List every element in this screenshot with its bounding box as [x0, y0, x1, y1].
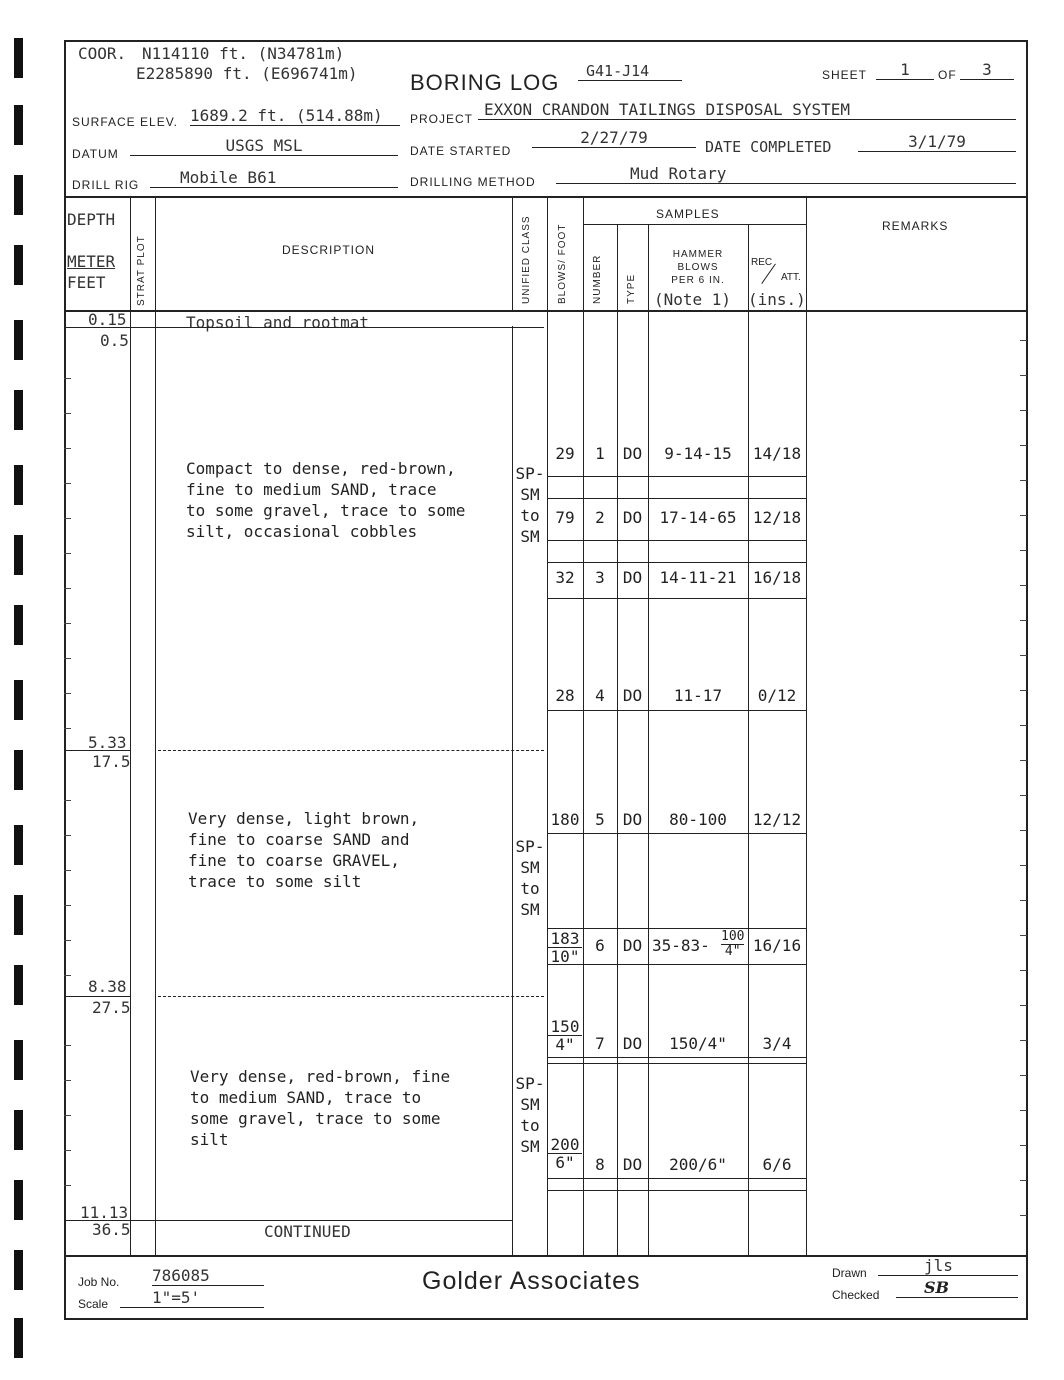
scale-tick	[1020, 550, 1027, 551]
binder-bar	[14, 175, 23, 215]
sheet-of-label: OF	[938, 68, 957, 82]
scale-tick	[64, 413, 71, 414]
stratum-description: Compact to dense, red-brown, fine to medium SAND, trace to some gravel, trace to some silt, occasional cobbles	[186, 459, 466, 541]
sample-blows: 150	[548, 1018, 582, 1036]
sample-blows-fraction	[548, 1136, 582, 1171]
date-started-label: DATE STARTED	[410, 144, 512, 158]
rule	[547, 1190, 806, 1191]
rule	[806, 196, 807, 1256]
sample-blows-distance: 6"	[555, 1153, 575, 1172]
sample-blows: 28	[555, 686, 575, 705]
scale-tick	[1020, 725, 1027, 726]
scale-tick	[1020, 515, 1027, 516]
scale-tick	[1020, 760, 1027, 761]
coord-east: E2285890 ft. (E696741m)	[136, 64, 358, 83]
sample-blows-distance: 10"	[550, 947, 580, 966]
rule	[547, 562, 806, 563]
rule	[583, 196, 584, 1256]
depth-feet: 0.5	[100, 331, 129, 350]
sample-type: DO	[622, 1155, 643, 1174]
sample-number: 1	[595, 444, 605, 463]
sample-number: 4	[595, 686, 605, 705]
sample-blows: 180	[550, 810, 580, 829]
drawn-label: Drawn	[832, 1266, 867, 1280]
checked-by-initials: SB	[896, 1278, 1018, 1298]
binder-bar	[14, 320, 23, 360]
col-remarks: REMARKS	[882, 219, 949, 233]
col-strat-plot: STRAT PLOT	[136, 235, 147, 306]
datum-label: DATUM	[72, 147, 119, 161]
stratum-boundary-dashed	[158, 996, 544, 997]
sample-hammer-fraction	[721, 930, 744, 959]
company-name: Golder Associates	[422, 1267, 641, 1295]
rule	[64, 196, 1028, 198]
scale-tick	[64, 975, 71, 976]
drill-rig: Mobile B61	[150, 168, 398, 188]
scale-tick	[64, 518, 71, 519]
date-completed-label: DATE COMPLETED	[705, 138, 832, 156]
rule	[547, 964, 806, 965]
scale-tick	[1020, 900, 1027, 901]
scale-tick	[1020, 655, 1027, 656]
sample-hammer-blows: 11-17	[673, 686, 723, 705]
scale-tick	[1020, 795, 1027, 796]
sample-hammer-blows: 9-14-15	[664, 444, 732, 463]
surface-elevation: 1689.2 ft. (514.88m)	[190, 106, 400, 126]
binder-bar	[14, 245, 23, 285]
binder-bar	[14, 1180, 23, 1220]
scale-tick	[1020, 830, 1027, 831]
hammer-fraction-top: 100	[721, 929, 745, 944]
rule	[748, 224, 749, 1256]
binder-bar	[14, 1250, 23, 1290]
sample-blows: 200	[548, 1136, 582, 1154]
sample-blows: 29	[555, 444, 575, 463]
col-type: TYPE	[626, 273, 637, 304]
scale-tick	[1020, 375, 1027, 376]
unified-class: SP- SM to SM	[515, 1074, 545, 1156]
sample-type: DO	[622, 810, 643, 829]
sample-type: DO	[622, 508, 643, 527]
rule	[64, 310, 1028, 312]
sample-hammer-blows: 150/4"	[669, 1034, 727, 1053]
sample-type: DO	[622, 1034, 643, 1053]
scale-tick	[1020, 585, 1027, 586]
sample-type: DO	[622, 568, 643, 587]
sample-hammer-blows: 14-11-21	[659, 568, 737, 587]
scale-tick	[64, 835, 71, 836]
stratum-boundary	[64, 750, 130, 751]
scale-tick	[1020, 935, 1027, 936]
rule	[547, 1178, 806, 1179]
scale-tick	[1020, 970, 1027, 971]
col-hammer-line2: BLOWS	[677, 262, 719, 273]
scale-tick	[1020, 480, 1027, 481]
rule	[130, 196, 131, 1256]
scale-tick	[64, 588, 71, 589]
binder-bar	[14, 1318, 23, 1358]
rule	[547, 476, 806, 477]
project-label: PROJECT	[410, 112, 474, 126]
col-number: NUMBER	[592, 254, 603, 304]
rule	[547, 710, 806, 711]
document-title: BORING LOG	[410, 70, 560, 95]
sample-blows: 32	[555, 568, 575, 587]
sample-recovery: 16/18	[752, 568, 802, 587]
scale-tick	[64, 800, 71, 801]
checked-label: Checked	[832, 1288, 880, 1302]
scale-tick	[1020, 1180, 1027, 1181]
sample-hammer-blows: 17-14-65	[659, 508, 737, 527]
unified-class: SP- SM to SM	[515, 837, 545, 919]
stratum-boundary	[64, 1220, 512, 1221]
sample-blows-fraction	[548, 930, 582, 965]
col-feet: FEET	[67, 273, 106, 292]
binder-bar	[14, 390, 23, 430]
rule	[512, 196, 513, 310]
binder-bar	[14, 750, 23, 790]
binder-bar	[14, 1040, 23, 1080]
depth-meter: 11.13	[80, 1203, 129, 1222]
depth-meter: 8.38	[88, 977, 127, 996]
depth-meter: 0.15	[88, 310, 127, 329]
sample-blows-distance: 4"	[555, 1035, 575, 1054]
scale-tick	[1020, 1110, 1027, 1111]
rule	[547, 928, 806, 929]
unified-class: SP- SM to SM	[515, 464, 545, 546]
scale-tick	[64, 483, 71, 484]
sample-blows: 79	[555, 508, 575, 527]
rule	[547, 540, 806, 541]
binder-bar	[14, 680, 23, 720]
depth-feet: 17.5	[92, 752, 131, 771]
continued-note: CONTINUED	[264, 1222, 351, 1241]
col-hammer-note: (Note 1)	[654, 290, 732, 309]
scale-tick	[64, 448, 71, 449]
rule	[547, 1063, 806, 1064]
sample-number: 3	[595, 568, 605, 587]
depth-meter: 5.33	[88, 733, 127, 752]
col-rec: REC	[751, 257, 773, 268]
scale-tick	[64, 1045, 71, 1046]
sample-recovery: 3/4	[762, 1034, 792, 1053]
coord-north: N114110 ft. (N34781m)	[142, 44, 345, 63]
sample-hammer-blows: 80-100	[669, 810, 727, 829]
col-description: DESCRIPTION	[282, 243, 376, 257]
scale-tick	[64, 870, 71, 871]
col-hammer-line1: HAMMER	[672, 249, 724, 260]
col-blows-foot: BLOWS/ FOOT	[557, 223, 568, 304]
scale-tick	[64, 553, 71, 554]
scale-tick	[1020, 865, 1027, 866]
sample-hammer-blows: 35-83-	[652, 936, 710, 955]
binder-bar	[14, 465, 23, 505]
binder-bar	[14, 38, 23, 78]
col-hammer-line3: PER 6 IN.	[671, 275, 725, 286]
drill-rig-label: DRILL RIG	[72, 178, 140, 192]
job-number-label: Job No.	[78, 1275, 120, 1289]
depth-feet: 27.5	[92, 998, 131, 1017]
sample-number: 8	[595, 1155, 605, 1174]
scale-tick	[64, 378, 71, 379]
drilling-method: Mud Rotary	[556, 164, 1016, 184]
scale-tick	[1020, 445, 1027, 446]
rule	[547, 498, 806, 499]
binder-bar	[14, 825, 23, 865]
scale-tick	[1020, 1040, 1027, 1041]
hammer-fraction-bottom: 4"	[724, 944, 741, 959]
stratum-boundary-dashed	[158, 750, 544, 751]
drawn-by: jls	[878, 1256, 1018, 1276]
binder-bar	[14, 1110, 23, 1150]
sample-number: 2	[595, 508, 605, 527]
rule	[155, 196, 156, 1256]
sample-blows-fraction	[548, 1018, 582, 1053]
binder-bar	[14, 535, 23, 575]
binder-bar	[14, 965, 23, 1005]
scale-tick	[1020, 1215, 1027, 1216]
scale-tick	[64, 905, 71, 906]
col-samples: SAMPLES	[656, 207, 720, 221]
sample-type: DO	[622, 686, 643, 705]
binder-bar	[14, 895, 23, 935]
sample-recovery: 16/16	[752, 936, 802, 955]
sample-recovery: 12/12	[752, 810, 802, 829]
boring-id: G41-J14	[578, 62, 682, 81]
scale-tick	[1020, 1005, 1027, 1006]
rule	[547, 1057, 806, 1058]
col-hammer	[650, 248, 746, 287]
rule	[547, 598, 806, 599]
stratum-boundary	[64, 327, 544, 328]
scale-tick	[64, 623, 71, 624]
sample-recovery: 14/18	[752, 444, 802, 463]
scale-tick	[64, 658, 71, 659]
sheet-label: SHEET	[822, 68, 868, 82]
scale-label: Scale	[78, 1297, 109, 1311]
date-completed: 3/1/79	[858, 132, 1016, 152]
scale-value: 1"=5'	[120, 1288, 264, 1308]
scale-tick	[1020, 340, 1027, 341]
scale-tick	[1020, 1075, 1027, 1076]
sample-type: DO	[622, 936, 643, 955]
project-name: EXXON CRANDON TAILINGS DISPOSAL SYSTEM	[478, 100, 1016, 120]
depth-feet: 36.5	[92, 1220, 131, 1239]
sample-number: 6	[595, 936, 605, 955]
surface-elev-label: SURFACE ELEV.	[72, 115, 178, 129]
scale-tick	[1020, 690, 1027, 691]
scale-tick	[1020, 1145, 1027, 1146]
rule	[547, 196, 548, 1256]
rule	[648, 224, 649, 1256]
scale-tick	[64, 728, 71, 729]
stratum-description: Very dense, light brown, fine to coarse SAND and fine to coarse GRAVEL, trace to some silt	[188, 809, 420, 891]
scale-tick	[64, 940, 71, 941]
scale-tick	[64, 1080, 71, 1081]
stratum-boundary	[64, 996, 130, 997]
scale-tick	[64, 693, 71, 694]
stratum-topsoil: Topsoil and rootmat	[186, 313, 370, 332]
col-meter: METER	[67, 252, 116, 271]
binder-bar	[14, 605, 23, 645]
sample-number: 5	[595, 810, 605, 829]
sample-recovery: 0/12	[757, 686, 797, 705]
binder-bar	[14, 105, 23, 145]
job-number: 786085	[152, 1266, 264, 1286]
rule	[547, 833, 806, 834]
sample-hammer-blows: 200/6"	[669, 1155, 727, 1174]
sheet-total: 3	[960, 60, 1014, 80]
scale-tick	[1020, 620, 1027, 621]
datum-value: USGS MSL	[130, 136, 398, 156]
scale-tick	[1020, 410, 1027, 411]
coord-label: COOR.	[78, 44, 127, 63]
sample-recovery: 6/6	[762, 1155, 792, 1174]
rule	[617, 224, 618, 1256]
sample-blows: 183	[548, 930, 582, 948]
col-depth: DEPTH	[67, 210, 116, 229]
col-att: ATT.	[781, 272, 801, 283]
scale-tick	[64, 1150, 71, 1151]
date-started: 2/27/79	[532, 128, 696, 148]
sample-type: DO	[622, 444, 643, 463]
scale-tick	[64, 1185, 71, 1186]
col-unified-class: UNIFIED CLASS	[521, 215, 532, 304]
stratum-description: Very dense, red-brown, fine to medium SAND, trace to some gravel, trace to some silt	[190, 1067, 451, 1149]
col-ins: (ins.)	[748, 290, 806, 309]
drilling-method-label: DRILLING METHOD	[410, 175, 536, 189]
sheet-number: 1	[876, 60, 934, 80]
sample-recovery: 12/18	[752, 508, 802, 527]
scale-tick	[64, 1115, 71, 1116]
sample-number: 7	[595, 1034, 605, 1053]
